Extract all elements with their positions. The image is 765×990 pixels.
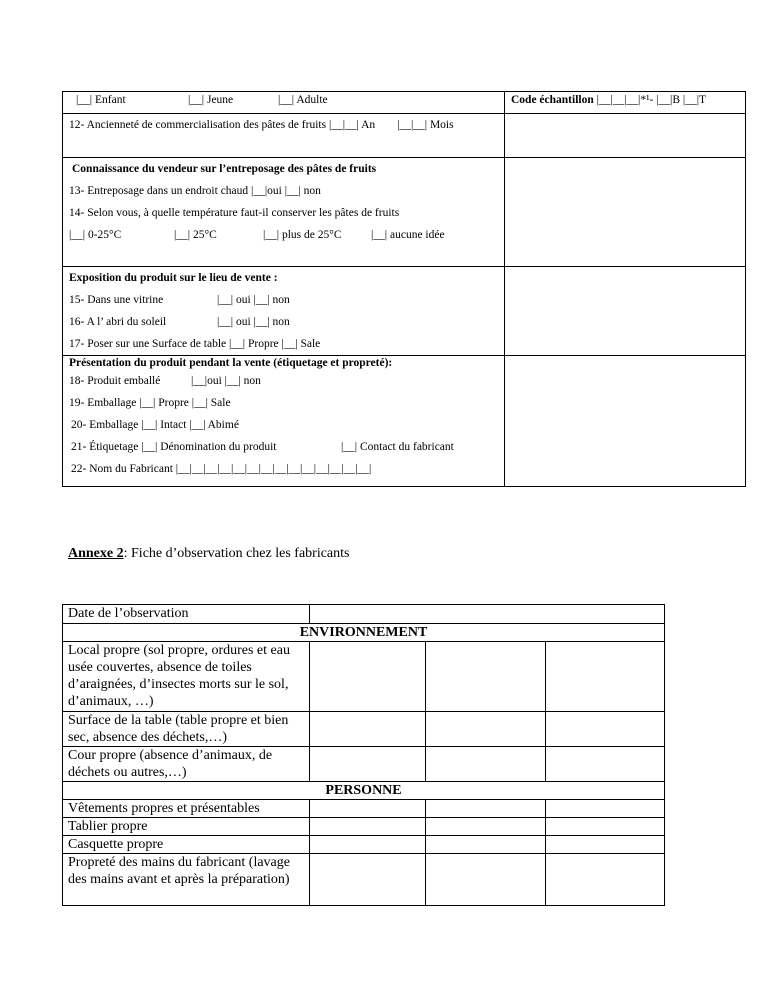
q14-text: 14- Selon vous, à quelle température faut-il conserver les pâtes de fruits (69, 207, 400, 219)
q18-options[interactable]: |__|oui |__| non (191, 375, 261, 387)
presentation-notes-cell (505, 356, 746, 487)
questionnaire-table (62, 91, 746, 487)
exposition-notes-cell (505, 267, 746, 356)
connaissance-row (63, 158, 746, 267)
q12-row (63, 114, 746, 158)
obs-cell[interactable] (426, 854, 546, 906)
q18-label: 18- Produit emballé (69, 375, 161, 387)
table-row (63, 712, 665, 747)
pers-row-label: Casquette propre (63, 836, 310, 854)
presentation-row (63, 356, 746, 487)
obs-cell[interactable] (426, 642, 546, 712)
annexe-title: Annexe 2 (68, 546, 124, 561)
temp-25-option[interactable]: |__| 25°C (174, 229, 217, 241)
obs-cell[interactable] (310, 854, 426, 906)
table-row (63, 642, 665, 712)
pers-row-label: Vêtements propres et présentables (63, 800, 310, 818)
obs-cell[interactable] (546, 747, 665, 782)
table-row (63, 854, 665, 906)
q12-mois[interactable]: |__|__| Mois (397, 119, 454, 131)
connaissance-notes-cell (505, 158, 746, 267)
obs-cell[interactable] (546, 818, 665, 836)
q19-text[interactable]: 19- Emballage |__| Propre |__| Sale (69, 397, 231, 409)
obs-cell[interactable] (310, 818, 426, 836)
q22-text[interactable]: 22- Nom du Fabricant |__|__|__|__|__|__|__|__|__|__|__|__|__|__| (71, 463, 372, 475)
obs-cell[interactable] (546, 800, 665, 818)
presentation-cell (63, 356, 505, 487)
env-row-label: Surface de la table (table propre et bien sec, absence des déchets,…) (63, 712, 310, 747)
q13-text[interactable]: 13- Entreposage dans un endroit chaud |__|oui |__| non (69, 185, 321, 197)
q21-label[interactable]: 21- Étiquetage |__| Dénomination du produit (71, 441, 277, 453)
q12-text[interactable]: 12- Ancienneté de commercialisation des pâtes de fruits |__|__| An (69, 119, 376, 131)
annexe-heading (68, 546, 349, 562)
q12-cell (63, 114, 505, 158)
age-row (63, 92, 746, 114)
obs-cell[interactable] (426, 712, 546, 747)
pers-row-label: Propreté des mains du fabricant (lavage des mains avant et après la préparation) (63, 854, 310, 906)
exposition-row (63, 267, 746, 356)
obs-cell[interactable] (310, 747, 426, 782)
presentation-heading: Présentation du produit pendant la vente (étiquetage et propreté): (69, 357, 393, 369)
obs-cell[interactable] (310, 800, 426, 818)
table-row (63, 800, 665, 818)
temp-plus25-option[interactable]: |__| plus de 25°C (263, 229, 342, 241)
table-row (63, 836, 665, 854)
code-echantillon-value[interactable]: |__|__|__|*¹- |__|B |__|T (596, 94, 707, 106)
exposition-heading: Exposition du produit sur le lieu de vente : (69, 272, 278, 284)
jeune-option[interactable]: |__| Jeune (188, 94, 234, 106)
annexe-subtitle: : Fiche d’observation chez les fabricants (123, 546, 350, 561)
date-value-cell[interactable] (310, 605, 665, 624)
obs-cell[interactable] (546, 836, 665, 854)
obs-cell[interactable] (310, 642, 426, 712)
adulte-option[interactable]: |__| Adulte (278, 94, 328, 106)
date-row (63, 605, 665, 624)
temp-aucune-option[interactable]: |__| aucune idée (371, 229, 445, 241)
temp-0-25-option[interactable]: |__| 0-25°C (69, 229, 122, 241)
environnement-heading: ENVIRONNEMENT (63, 624, 665, 642)
q15-label: 15- Dans une vitrine (69, 294, 164, 306)
pers-row-label: Tablier propre (63, 818, 310, 836)
env-row-label: Local propre (sol propre, ordures et eau usée couvertes, absence de toiles d’araignées, d’insectes morts sur le sol, d’animaux, …) (63, 642, 310, 712)
personne-row (63, 782, 665, 800)
q20-text[interactable]: 20- Emballage |__| Intact |__| Abimé (71, 419, 239, 431)
exposition-cell (63, 267, 505, 356)
q16-options[interactable]: |__| oui |__| non (217, 316, 290, 328)
obs-cell[interactable] (546, 854, 665, 906)
obs-cell[interactable] (546, 642, 665, 712)
obs-cell[interactable] (426, 818, 546, 836)
table-row (63, 818, 665, 836)
q16-label: 16- A l’ abri du soleil (69, 316, 167, 328)
environnement-row (63, 624, 665, 642)
q17-text[interactable]: 17- Poser sur une Surface de table |__| Propre |__| Sale (69, 338, 321, 350)
obs-cell[interactable] (310, 712, 426, 747)
connaissance-cell (63, 158, 505, 267)
connaissance-heading: Connaissance du vendeur sur l’entreposage des pâtes de fruits (72, 163, 377, 175)
q21-contact-option[interactable]: |__| Contact du fabricant (341, 441, 454, 453)
date-label: Date de l’observation (63, 605, 310, 624)
q12-notes-cell (505, 114, 746, 158)
personne-heading: PERSONNE (63, 782, 665, 800)
code-echantillon-cell (505, 92, 746, 114)
env-row-label: Cour propre (absence d’animaux, de déchets ou autres,…) (63, 747, 310, 782)
observation-table (62, 604, 665, 906)
obs-cell[interactable] (426, 836, 546, 854)
age-cell (63, 92, 505, 114)
obs-cell[interactable] (546, 712, 665, 747)
obs-cell[interactable] (310, 836, 426, 854)
table-row (63, 747, 665, 782)
obs-cell[interactable] (426, 747, 546, 782)
q15-options[interactable]: |__| oui |__| non (217, 294, 290, 306)
enfant-option[interactable]: |__| Enfant (76, 94, 126, 106)
obs-cell[interactable] (426, 800, 546, 818)
code-echantillon-label: Code échantillon (511, 94, 594, 106)
